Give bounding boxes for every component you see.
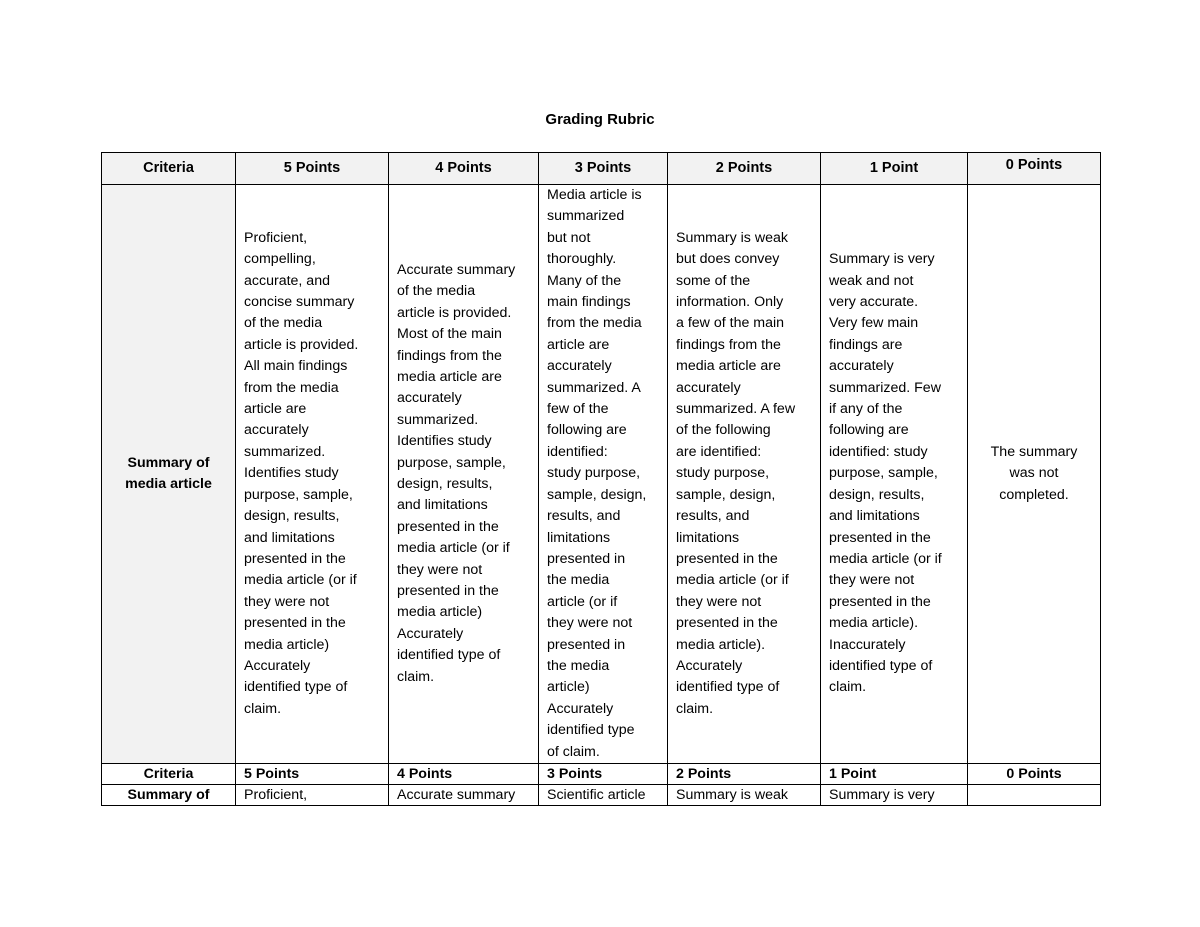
cell2-5-points: Proficient, (236, 784, 389, 805)
cell2-1-point: Summary is very (821, 784, 968, 805)
cell-5-points: Proficient, compelling, accurate, and concise summary of the media article is provided. All main findings from the media article are accurately summarized. Identifies study purpose, sample, design, results, and limitations presented in the media article (or if they were not presented in the media article) Accurately identified type of claim. (236, 185, 389, 764)
rubric-row-summary-2 (102, 784, 1101, 805)
repeated-header-row (102, 763, 1101, 784)
cell2-4-points: Accurate summary (389, 784, 539, 805)
header-5-points: 5 Points (236, 153, 389, 185)
header2-1-point: 1 Point (821, 763, 968, 784)
rubric-row-summary (102, 185, 1101, 764)
cell-4-points: Accurate summary of the media article is provided. Most of the main findings from the media article are accurately summarized. Identifies study purpose, sample, design, results, and limitations presented in the media article (or if they were not presented in the media article) Accurately identified type of claim. (389, 185, 539, 764)
header2-criteria: Criteria (102, 763, 236, 784)
criteria2-cell: Summary of (102, 784, 236, 805)
cell2-3-points: Scientific article (539, 784, 668, 805)
cell2-2-points: Summary is weak (668, 784, 821, 805)
header-criteria: Criteria (102, 153, 236, 185)
cell-0-points: The summary was not completed. (968, 185, 1101, 764)
cell-1-point: Summary is very weak and not very accurate. Very few main findings are accurately summarized. Few if any of the following are identified: study purpose, sample, design, results, and limitations presented in the media article (or if they were not presented in the media article). Inaccurately identified type of claim. (821, 185, 968, 764)
header-2-points: 2 Points (668, 153, 821, 185)
header-3-points: 3 Points (539, 153, 668, 185)
cell2-0-points (968, 784, 1101, 805)
header2-3-points: 3 Points (539, 763, 668, 784)
header2-4-points: 4 Points (389, 763, 539, 784)
grading-rubric-table (101, 152, 1101, 806)
header2-2-points: 2 Points (668, 763, 821, 784)
cell-2-points: Summary is weak but does convey some of the information. Only a few of the main findings from the media article are accurately summarized. A few of the following are identified: study purpose, sample, design, results, and limitations presented in the media article (or if they were not presented in the media article). Accurately identified type of claim. (668, 185, 821, 764)
header-1-point: 1 Point (821, 153, 968, 185)
header-row (102, 153, 1101, 185)
cell-3-points: Media article is summarized but not thoroughly. Many of the main findings from the media article are accurately summarized. A few of the following are identified: study purpose, sample, design, results, and limitations presented in the media article (or if they were not presented in the media article) Accurately identified type of claim. (539, 185, 668, 764)
header-0-points: 0 Points (968, 153, 1101, 185)
criteria-cell: Summary of media article (102, 185, 236, 764)
header2-0-points: 0 Points (968, 763, 1101, 784)
header-4-points: 4 Points (389, 153, 539, 185)
header2-5-points: 5 Points (236, 763, 389, 784)
page-title: Grading Rubric (545, 111, 655, 128)
